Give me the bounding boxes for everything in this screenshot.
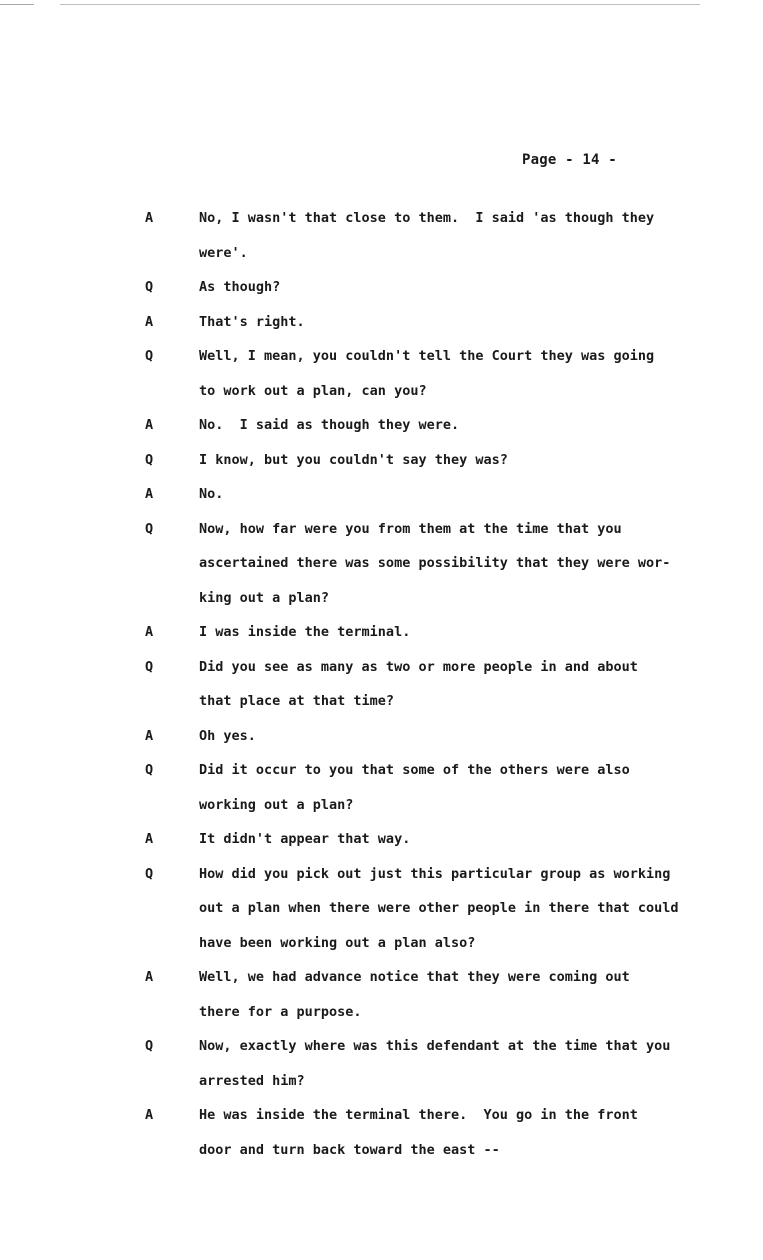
testimony-text (199, 650, 739, 719)
testimony-line: Well, I mean, you couldn't tell the Court they was going (199, 348, 655, 364)
testimony-line: No. (199, 486, 224, 502)
page-number: Page - 14 - (522, 152, 617, 168)
testimony-text (199, 201, 739, 270)
testimony-line: Did you see as many as two or more people in and about (199, 658, 638, 675)
transcript-entry (0, 339, 763, 408)
transcript-entry (0, 305, 763, 340)
testimony-line: door and turn back toward the east -- (199, 1141, 500, 1158)
speaker-label: Q (145, 451, 154, 468)
testimony-text (199, 857, 739, 961)
testimony-line: I know, but you couldn't say they was? (199, 451, 508, 468)
transcript-entry (0, 857, 763, 961)
scan-edge-line (60, 4, 700, 5)
speaker-label: Q (145, 520, 154, 537)
speaker-label: A (145, 1107, 154, 1123)
testimony-text (199, 443, 739, 478)
testimony-text (199, 615, 739, 650)
testimony-text (199, 305, 739, 340)
transcript-entry (0, 753, 763, 822)
transcript-entry (0, 719, 763, 754)
transcript-entry (0, 822, 763, 857)
testimony-text (199, 960, 739, 1029)
speaker-label: A (145, 727, 154, 744)
testimony-line: How did you pick out just this particular group as working (199, 865, 671, 882)
speaker-label: A (145, 313, 154, 330)
transcript-entry (0, 408, 763, 443)
transcript-entry (0, 443, 763, 478)
speaker-label: Q (145, 279, 154, 295)
speaker-label: Q (145, 348, 154, 364)
speaker-label: A (145, 624, 154, 640)
speaker-label: A (145, 831, 154, 847)
transcript-entry (0, 201, 763, 270)
speaker-label: A (145, 210, 154, 226)
transcript (0, 201, 763, 1167)
testimony-line: ascertained there was some possibility that they were wor- (199, 555, 671, 571)
testimony-line: Well, we had advance notice that they were coming out (199, 969, 630, 985)
testimony-line: No. I said as though they were. (199, 417, 460, 433)
speaker-label: Q (145, 865, 154, 882)
testimony-line: Did it occur to you that some of the others were also (199, 762, 630, 778)
testimony-text (199, 339, 739, 408)
transcript-entry (0, 1098, 763, 1167)
speaker-label: Q (145, 762, 154, 778)
testimony-line: were'. (199, 244, 248, 261)
testimony-line: As though? (199, 279, 281, 295)
testimony-text (199, 1098, 739, 1167)
testimony-line: I was inside the terminal. (199, 624, 411, 640)
testimony-line: Now, exactly where was this defendant at the time that you (199, 1038, 671, 1054)
testimony-text (199, 512, 739, 616)
transcript-entry (0, 1029, 763, 1098)
testimony-text (199, 753, 739, 822)
testimony-line: Now, how far were you from them at the time that you (199, 520, 622, 537)
testimony-line: there for a purpose. (199, 1003, 362, 1020)
speaker-label: A (145, 969, 154, 985)
testimony-text (199, 270, 739, 305)
speaker-label: A (145, 486, 154, 502)
transcript-entry (0, 615, 763, 650)
transcript-entry (0, 960, 763, 1029)
testimony-line: working out a plan? (199, 796, 354, 813)
testimony-text (199, 408, 739, 443)
testimony-line: have been working out a plan also? (199, 934, 476, 951)
testimony-text (199, 477, 739, 512)
transcript-entry (0, 270, 763, 305)
transcript-entry (0, 512, 763, 616)
testimony-text (199, 1029, 739, 1098)
testimony-text (199, 719, 739, 754)
testimony-line: It didn't appear that way. (199, 831, 411, 847)
testimony-line: That's right. (199, 313, 305, 330)
testimony-line: to work out a plan, can you? (199, 382, 427, 399)
testimony-line: Oh yes. (199, 727, 256, 744)
transcript-entry (0, 477, 763, 512)
speaker-label: A (145, 417, 154, 433)
scan-edge-line-left (0, 4, 34, 5)
speaker-label: Q (145, 1038, 154, 1054)
testimony-line: that place at that time? (199, 693, 395, 709)
testimony-text (199, 822, 739, 857)
testimony-line: out a plan when there were other people in there that could (199, 900, 679, 916)
testimony-line: arrested him? (199, 1072, 305, 1089)
transcript-entry (0, 650, 763, 719)
testimony-line: He was inside the terminal there. You go in the front (199, 1107, 638, 1123)
testimony-line: king out a plan? (199, 589, 330, 606)
speaker-label: Q (145, 658, 154, 675)
testimony-line: No, I wasn't that close to them. I said 'as though they (199, 210, 655, 226)
